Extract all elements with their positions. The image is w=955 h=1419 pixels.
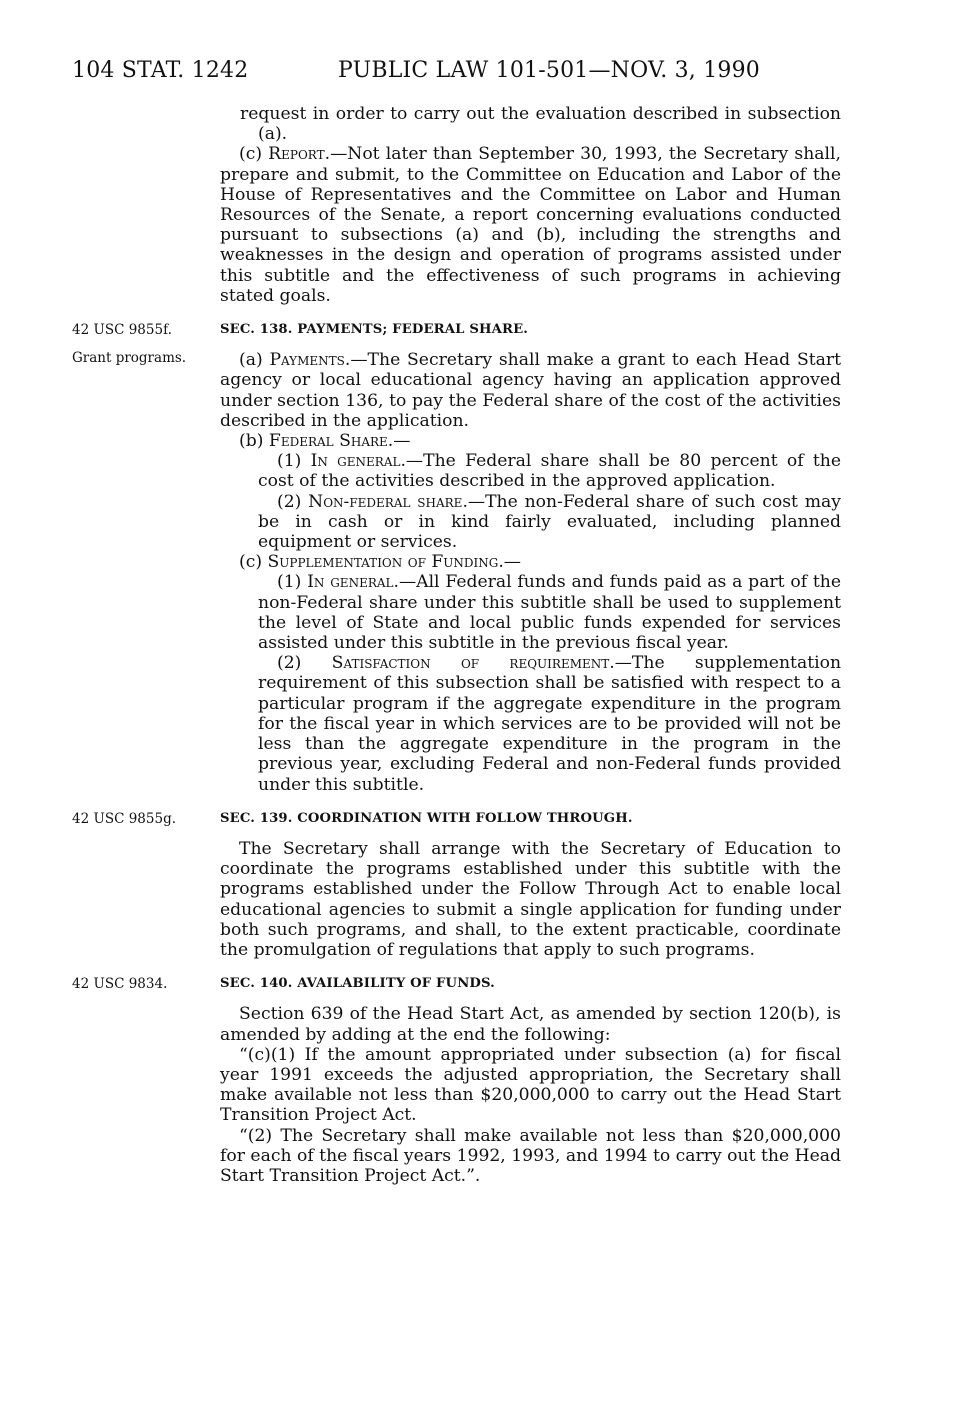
section-138-b-2: (2) Non-federal share.—The non-Federal share of such cost may be in cash or in kind fairly evaluated, including planned equipment or services. <box>258 491 841 553</box>
section-138-b-1: (1) In general.—The Federal share shall be 80 percent of the cost of the activities described in the approved application. <box>258 451 842 492</box>
subsection-heading: Supplementation of Funding <box>267 552 499 573</box>
public-law-title: PUBLIC LAW 101-501—NOV. 3, 1990 <box>338 58 760 83</box>
subsection-c-report: (c) Report.—Not later than September 30, 1993, the Secretary shall, prepare and submit, to the Committee on Education and Labor of the House of Representatives and the Committee on Labor and Human Resources of the Senate, a report concerning evaluations conducted pursuant to subsections (a) and (b), including the strengths and weaknesses in the design and operation of programs assisted under this subtitle and the effectiveness of such programs in achieving stated goals. <box>220 144 841 306</box>
margin-note-grant-programs: Grant programs. <box>72 350 187 367</box>
subsection-heading: Report <box>268 144 325 165</box>
section-138-c-2: (2) Satisfaction of requirement.—The supplementation requirement of this subsection shall be satisfied with respect to a particular program if the aggregate expenditure in the program for the fiscal year in which services are to be provided will not be less than the aggregate expenditure in the program in the previous year, excluding Federal and non-Federal funds provided under this subtitle. <box>258 653 842 795</box>
section-140-intro: Section 639 of the Head Start Act, as amended by section 120(b), is amended by adding at the end the following: <box>220 1004 841 1045</box>
subsection-heading: Federal Share <box>268 431 388 452</box>
section-140-quote-c2: “(2) The Secretary shall make available not less than $20,000,000 for each of the fiscal years 1992, 1993, and 1994 to carry out the Head Start Transition Project Act.”. <box>220 1125 841 1186</box>
paragraph-heading: Satisfaction of requirement <box>331 653 610 674</box>
section-138-b: (b) Federal Share.— <box>239 431 411 452</box>
paragraph-heading: Non-federal share <box>308 491 463 512</box>
section-138-heading: 42 USC 9855f. SEC. 138. PAYMENTS; FEDERAL SHARE. <box>220 320 841 340</box>
subsection-heading: Payments <box>269 350 345 371</box>
paragraph-heading: In general <box>307 572 394 593</box>
statute-page-number: 104 STAT. 1242 <box>72 58 249 83</box>
continued-text: request in order to carry out the evaluation described in subsection (a). <box>240 104 841 145</box>
section-139-heading: 42 USC 9855g. SEC. 139. COORDINATION WITH FOLLOW THROUGH. <box>220 809 841 829</box>
margin-citation: 42 USC 9855f. <box>72 322 172 339</box>
section-138-c-1: (1) In general.—All Federal funds and funds paid as a part of the non-Federal share under this subtitle shall be used to supplement the level of State and local public funds expended for services assisted under this subtitle in the previous fiscal year. <box>258 572 841 654</box>
law-text <box>72 104 842 1186</box>
section-140-quote-c1: “(c)(1) If the amount appropriated under subsection (a) for fiscal year 1991 exceeds the adjusted appropriation, the Secretary shall make available not less than $20,000,000 to carry out the Head Start Transition Project Act. <box>220 1044 841 1126</box>
section-138-c: (c) Supplementation of Funding.— <box>239 552 521 573</box>
section-138-a: Grant programs. (a) Payments.—The Secretary shall make a grant to each Head Start agency or local educational agency having an application approved under section 136, to pay the Federal share of the cost of the activities described in the application. <box>72 350 841 431</box>
section-139-text: The Secretary shall arrange with the Secretary of Education to coordinate the programs established under this subtitle with the programs established under the Follow Through Act to enable local educational agencies to submit a single application for funding under both such programs, and shall, to the extent practicable, coordinate the promulgation of regulations that apply to such programs. <box>220 838 841 960</box>
margin-citation: 42 USC 9834. <box>72 976 168 993</box>
margin-citation: 42 USC 9855g. <box>72 810 177 827</box>
paragraph-heading: In general <box>310 451 401 472</box>
section-140-heading: 42 USC 9834. SEC. 140. AVAILABILITY OF FUNDS. <box>220 974 841 994</box>
